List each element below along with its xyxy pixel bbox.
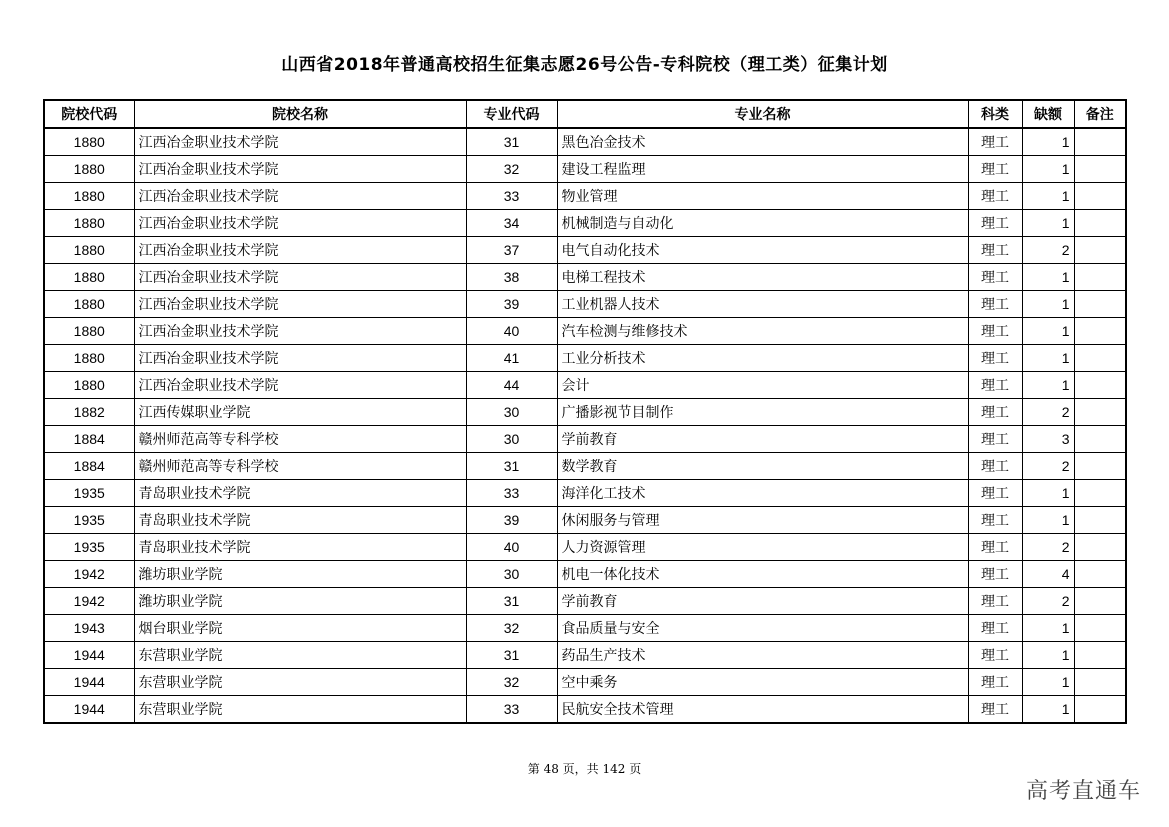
cell-category: 理工 — [968, 372, 1022, 399]
cell-school-name: 东营职业学院 — [134, 669, 466, 696]
cell-school-name: 江西冶金职业技术学院 — [134, 156, 466, 183]
page-title: 山西省2018年普通高校招生征集志愿26号公告-专科院校（理工类）征集计划 — [281, 55, 888, 75]
page-footer: 第 48 页，共 142 页 — [527, 762, 642, 776]
cell-major-code: 40 — [466, 534, 557, 561]
cell-school-name: 赣州师范高等专科学校 — [134, 426, 466, 453]
table-row — [44, 561, 1126, 588]
cell-category: 理工 — [968, 399, 1022, 426]
table-row — [44, 696, 1126, 724]
table-row — [44, 318, 1126, 345]
cell-category: 理工 — [968, 156, 1022, 183]
table-row — [44, 345, 1126, 372]
cell-category: 理工 — [968, 534, 1022, 561]
cell-remark — [1074, 291, 1126, 318]
cell-remark — [1074, 372, 1126, 399]
cell-category: 理工 — [968, 291, 1022, 318]
cell-school-code: 1880 — [44, 128, 134, 156]
cell-remark — [1074, 480, 1126, 507]
table-row — [44, 615, 1126, 642]
header-school-code: 院校代码 — [44, 100, 134, 128]
table-row — [44, 291, 1126, 318]
cell-school-code: 1880 — [44, 183, 134, 210]
cell-school-name: 江西传媒职业学院 — [134, 399, 466, 426]
cell-category: 理工 — [968, 561, 1022, 588]
cell-remark — [1074, 696, 1126, 724]
cell-school-code: 1944 — [44, 669, 134, 696]
cell-school-name: 烟台职业学院 — [134, 615, 466, 642]
cell-major-code: 31 — [466, 453, 557, 480]
cell-major-code: 33 — [466, 183, 557, 210]
cell-major-name: 机械制造与自动化 — [557, 210, 968, 237]
cell-remark — [1074, 318, 1126, 345]
cell-vacancy: 1 — [1022, 183, 1074, 210]
cell-category: 理工 — [968, 318, 1022, 345]
cell-school-name: 潍坊职业学院 — [134, 561, 466, 588]
cell-school-code: 1884 — [44, 453, 134, 480]
cell-category: 理工 — [968, 210, 1022, 237]
cell-vacancy: 2 — [1022, 399, 1074, 426]
cell-school-name: 潍坊职业学院 — [134, 588, 466, 615]
cell-remark — [1074, 615, 1126, 642]
cell-school-code: 1880 — [44, 318, 134, 345]
cell-category: 理工 — [968, 588, 1022, 615]
cell-major-name: 休闲服务与管理 — [557, 507, 968, 534]
cell-school-name: 江西冶金职业技术学院 — [134, 210, 466, 237]
cell-school-name: 江西冶金职业技术学院 — [134, 264, 466, 291]
cell-major-code: 32 — [466, 669, 557, 696]
cell-school-code: 1944 — [44, 642, 134, 669]
cell-major-name: 机电一体化技术 — [557, 561, 968, 588]
table-row — [44, 372, 1126, 399]
cell-category: 理工 — [968, 128, 1022, 156]
table-row — [44, 642, 1126, 669]
cell-school-name: 江西冶金职业技术学院 — [134, 237, 466, 264]
cell-vacancy: 1 — [1022, 264, 1074, 291]
cell-school-code: 1880 — [44, 345, 134, 372]
cell-category: 理工 — [968, 453, 1022, 480]
cell-category: 理工 — [968, 183, 1022, 210]
cell-vacancy: 1 — [1022, 156, 1074, 183]
header-vacancy: 缺额 — [1022, 100, 1074, 128]
cell-school-name: 江西冶金职业技术学院 — [134, 183, 466, 210]
watermark-text: 高考直通车 — [1025, 779, 1141, 804]
cell-remark — [1074, 210, 1126, 237]
cell-category: 理工 — [968, 480, 1022, 507]
cell-school-code: 1880 — [44, 264, 134, 291]
table-row — [44, 453, 1126, 480]
header-category: 科类 — [968, 100, 1022, 128]
cell-school-code: 1942 — [44, 588, 134, 615]
cell-major-code: 32 — [466, 156, 557, 183]
table-row — [44, 480, 1126, 507]
cell-major-name: 工业分析技术 — [557, 345, 968, 372]
cell-category: 理工 — [968, 615, 1022, 642]
cell-vacancy: 1 — [1022, 291, 1074, 318]
cell-school-name: 东营职业学院 — [134, 696, 466, 724]
cell-major-name: 数学教育 — [557, 453, 968, 480]
header-major-name: 专业名称 — [557, 100, 968, 128]
cell-category: 理工 — [968, 264, 1022, 291]
enrollment-plan-table — [43, 99, 1127, 724]
cell-major-name: 建设工程监理 — [557, 156, 968, 183]
cell-remark — [1074, 453, 1126, 480]
cell-school-name: 东营职业学院 — [134, 642, 466, 669]
cell-remark — [1074, 534, 1126, 561]
header-school-name: 院校名称 — [134, 100, 466, 128]
cell-school-name: 江西冶金职业技术学院 — [134, 291, 466, 318]
cell-major-name: 学前教育 — [557, 426, 968, 453]
cell-remark — [1074, 588, 1126, 615]
cell-major-name: 电气自动化技术 — [557, 237, 968, 264]
cell-major-name: 物业管理 — [557, 183, 968, 210]
cell-school-code: 1884 — [44, 426, 134, 453]
cell-remark — [1074, 345, 1126, 372]
cell-remark — [1074, 507, 1126, 534]
table-header-row — [44, 100, 1126, 128]
cell-school-code: 1880 — [44, 156, 134, 183]
cell-school-code: 1880 — [44, 291, 134, 318]
cell-category: 理工 — [968, 426, 1022, 453]
cell-category: 理工 — [968, 669, 1022, 696]
cell-major-code: 44 — [466, 372, 557, 399]
cell-remark — [1074, 669, 1126, 696]
cell-major-name: 汽车检测与维修技术 — [557, 318, 968, 345]
cell-remark — [1074, 237, 1126, 264]
cell-major-code: 32 — [466, 615, 557, 642]
cell-vacancy: 2 — [1022, 237, 1074, 264]
cell-vacancy: 2 — [1022, 453, 1074, 480]
cell-school-code: 1935 — [44, 507, 134, 534]
table-row — [44, 507, 1126, 534]
cell-vacancy: 1 — [1022, 345, 1074, 372]
cell-vacancy: 1 — [1022, 318, 1074, 345]
cell-vacancy: 1 — [1022, 669, 1074, 696]
table-row — [44, 237, 1126, 264]
cell-major-code: 37 — [466, 237, 557, 264]
cell-major-code: 41 — [466, 345, 557, 372]
cell-remark — [1074, 264, 1126, 291]
cell-vacancy: 1 — [1022, 210, 1074, 237]
cell-major-code: 40 — [466, 318, 557, 345]
table-row — [44, 183, 1126, 210]
cell-major-code: 31 — [466, 642, 557, 669]
table-row — [44, 156, 1126, 183]
header-remark: 备注 — [1074, 100, 1126, 128]
cell-remark — [1074, 128, 1126, 156]
cell-remark — [1074, 642, 1126, 669]
cell-vacancy: 3 — [1022, 426, 1074, 453]
cell-school-code: 1935 — [44, 480, 134, 507]
cell-school-code: 1943 — [44, 615, 134, 642]
cell-vacancy: 4 — [1022, 561, 1074, 588]
table-row — [44, 534, 1126, 561]
cell-school-code: 1880 — [44, 237, 134, 264]
table-row — [44, 426, 1126, 453]
cell-school-name: 江西冶金职业技术学院 — [134, 345, 466, 372]
cell-major-name: 工业机器人技术 — [557, 291, 968, 318]
cell-major-code: 34 — [466, 210, 557, 237]
cell-major-code: 38 — [466, 264, 557, 291]
cell-major-name: 民航安全技术管理 — [557, 696, 968, 724]
table-row — [44, 128, 1126, 156]
cell-remark — [1074, 156, 1126, 183]
cell-school-name: 青岛职业技术学院 — [134, 507, 466, 534]
cell-vacancy: 1 — [1022, 128, 1074, 156]
table-row — [44, 264, 1126, 291]
cell-major-name: 空中乘务 — [557, 669, 968, 696]
cell-vacancy: 1 — [1022, 642, 1074, 669]
table-row — [44, 669, 1126, 696]
cell-remark — [1074, 426, 1126, 453]
header-major-code: 专业代码 — [466, 100, 557, 128]
cell-category: 理工 — [968, 237, 1022, 264]
cell-major-code: 31 — [466, 588, 557, 615]
cell-category: 理工 — [968, 642, 1022, 669]
cell-major-code: 30 — [466, 426, 557, 453]
cell-remark — [1074, 561, 1126, 588]
cell-category: 理工 — [968, 345, 1022, 372]
cell-category: 理工 — [968, 696, 1022, 724]
cell-vacancy: 2 — [1022, 534, 1074, 561]
cell-major-code: 39 — [466, 507, 557, 534]
cell-school-code: 1944 — [44, 696, 134, 724]
cell-major-code: 31 — [466, 128, 557, 156]
cell-major-name: 黑色冶金技术 — [557, 128, 968, 156]
cell-vacancy: 1 — [1022, 507, 1074, 534]
cell-major-code: 30 — [466, 399, 557, 426]
cell-major-code: 33 — [466, 480, 557, 507]
cell-school-name: 赣州师范高等专科学校 — [134, 453, 466, 480]
table-row — [44, 588, 1126, 615]
cell-school-code: 1880 — [44, 372, 134, 399]
cell-school-code: 1935 — [44, 534, 134, 561]
cell-vacancy: 1 — [1022, 480, 1074, 507]
cell-vacancy: 1 — [1022, 696, 1074, 724]
cell-school-name: 江西冶金职业技术学院 — [134, 372, 466, 399]
cell-remark — [1074, 399, 1126, 426]
cell-remark — [1074, 183, 1126, 210]
cell-category: 理工 — [968, 507, 1022, 534]
cell-major-name: 电梯工程技术 — [557, 264, 968, 291]
cell-school-code: 1942 — [44, 561, 134, 588]
cell-school-code: 1882 — [44, 399, 134, 426]
cell-school-name: 青岛职业技术学院 — [134, 534, 466, 561]
cell-vacancy: 1 — [1022, 372, 1074, 399]
cell-major-code: 39 — [466, 291, 557, 318]
cell-major-name: 人力资源管理 — [557, 534, 968, 561]
cell-major-name: 广播影视节目制作 — [557, 399, 968, 426]
cell-major-name: 药品生产技术 — [557, 642, 968, 669]
table-row — [44, 210, 1126, 237]
cell-school-code: 1880 — [44, 210, 134, 237]
table-body — [44, 128, 1126, 723]
cell-major-code: 33 — [466, 696, 557, 724]
cell-major-code: 30 — [466, 561, 557, 588]
cell-school-name: 青岛职业技术学院 — [134, 480, 466, 507]
cell-major-name: 食品质量与安全 — [557, 615, 968, 642]
cell-major-name: 海洋化工技术 — [557, 480, 968, 507]
cell-school-name: 江西冶金职业技术学院 — [134, 128, 466, 156]
cell-vacancy: 2 — [1022, 588, 1074, 615]
cell-vacancy: 1 — [1022, 615, 1074, 642]
cell-school-name: 江西冶金职业技术学院 — [134, 318, 466, 345]
table-row — [44, 399, 1126, 426]
cell-major-name: 会计 — [557, 372, 968, 399]
cell-major-name: 学前教育 — [557, 588, 968, 615]
